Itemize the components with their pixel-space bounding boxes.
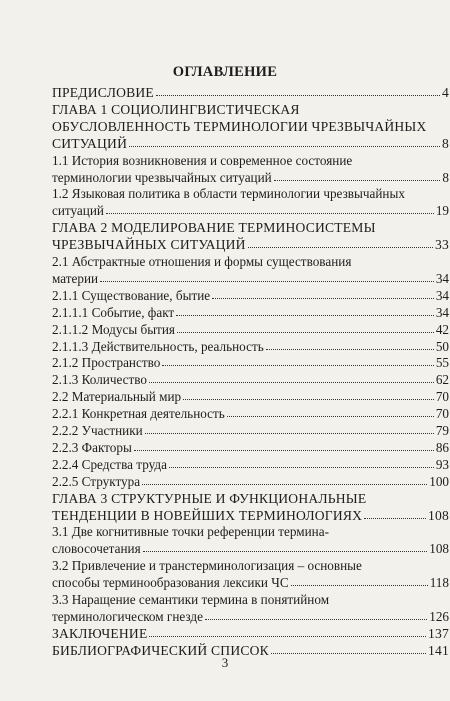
toc-entry-text: 2.1 Абстрактные отношения и формы существования	[52, 254, 352, 269]
toc-entry-text: терминологии чрезвычайных ситуаций	[52, 169, 272, 185]
toc-leader-dots	[149, 372, 434, 383]
toc-entry	[52, 118, 449, 135]
toc-entry	[52, 135, 449, 152]
toc-entry-text: 1.2 Языковая политика в области терминологии чрезвычайных	[52, 186, 405, 202]
toc-entry-page: 118	[429, 575, 449, 591]
toc-entry-page: 70	[435, 389, 449, 405]
toc-entry-text: 2.2.3 Факторы	[52, 439, 132, 455]
toc-entry	[52, 101, 449, 118]
toc-entry-page: 79	[435, 423, 449, 438]
toc-entry	[52, 473, 449, 490]
toc-entry	[52, 574, 449, 591]
toc-entry-text: ГЛАВА 1 СОЦИОЛИНГВИСТИЧЕСКАЯ	[52, 101, 300, 117]
toc-entry-text: СИТУАЦИЙ	[52, 135, 128, 151]
toc-entry-text: 3.2 Привлечение и транстерминологизация – основные	[52, 558, 362, 574]
toc-leader-dots	[291, 575, 428, 586]
toc-leader-dots	[100, 271, 434, 282]
toc-entry	[52, 405, 449, 422]
toc-entry-page: 34	[435, 287, 449, 303]
toc-entry-text: ОБУСЛОВЛЕННОСТЬ ТЕРМИНОЛОГИИ ЧРЕЗВЫЧАЙНЫХ	[52, 118, 427, 134]
toc-entry	[52, 354, 449, 371]
toc-entry-page: 55	[435, 355, 449, 371]
toc-entry	[52, 540, 449, 557]
toc-entry-page: 8	[442, 169, 449, 185]
toc-entry	[52, 439, 449, 456]
toc-title: ОГЛАВЛЕНИЕ	[172, 64, 278, 80]
toc-entry-text: способы терминообразования лексики ЧС	[52, 575, 289, 591]
toc-entry-text: ПРЕДИСЛОВИЕ	[52, 85, 154, 100]
toc-entry	[52, 507, 449, 524]
toc-entry-page: 8	[442, 135, 449, 151]
toc-entry-page: 42	[435, 321, 449, 337]
toc-entry-text: 1.1 История возникновения и современное состояние	[52, 152, 353, 168]
toc-entry-text: ситуаций	[52, 203, 104, 219]
toc-entry	[52, 202, 449, 219]
toc-entry-text: БИБЛИОГРАФИЧЕСКИЙ СПИСОК	[52, 642, 269, 658]
toc-entry	[52, 270, 449, 287]
toc-leader-dots	[156, 85, 440, 96]
toc-entry	[52, 185, 449, 202]
toc-leader-dots	[364, 508, 426, 519]
toc-entry-page: 70	[435, 406, 449, 422]
toc-entry-page: 62	[435, 372, 449, 388]
toc-entry	[52, 338, 449, 355]
toc-entry	[52, 456, 449, 473]
toc-entry	[52, 557, 449, 574]
toc-entry-page: 4	[442, 85, 449, 100]
toc-entry-text: 2.1.3 Количество	[52, 372, 148, 388]
toc-entry	[52, 591, 449, 608]
toc-entry-text: 2.1.2 Пространство	[52, 355, 161, 371]
toc-leader-dots	[142, 474, 427, 485]
toc-entry-page: 33	[435, 237, 449, 253]
toc-leader-dots	[205, 609, 427, 620]
toc-leader-dots	[134, 440, 434, 451]
toc-entry-text: ГЛАВА 3 СТРУКТУРНЫЕ И ФУНКЦИОНАЛЬНЫЕ	[52, 490, 367, 506]
toc-entry	[52, 422, 449, 439]
toc-entry-text: 3.1 Две когнитивные точки референции термина-	[52, 524, 329, 540]
toc-entry-text: ЧРЕЗВЫЧАЙНЫХ СИТУАЦИЙ	[52, 237, 246, 253]
toc-entry	[52, 371, 449, 388]
toc-entry-text: ТЕНДЕНЦИИ В НОВЕЙШИХ ТЕРМИНОЛОГИЯХ	[52, 507, 363, 523]
toc-leader-dots	[227, 406, 434, 417]
toc-entry	[52, 236, 449, 253]
toc-leader-dots	[106, 203, 434, 214]
toc-entry-page: 93	[435, 456, 449, 472]
toc-entry-page: 137	[428, 625, 449, 641]
toc-entry	[52, 152, 449, 169]
toc-leader-dots	[271, 643, 426, 654]
toc-entry-page: 108	[429, 541, 449, 557]
toc-entry-text: 2.1.1.3 Действительность, реальность	[52, 338, 264, 354]
toc-entry	[52, 287, 449, 304]
toc-entry-text: 2.1.1 Существование, бытие	[52, 287, 211, 303]
toc-leader-dots	[169, 457, 434, 468]
toc-entry-page: 126	[429, 608, 449, 624]
toc-leader-dots	[149, 626, 426, 637]
toc-leader-dots	[274, 170, 441, 181]
toc-entry	[52, 388, 449, 405]
toc-entry-text: 2.2 Материальный мир	[52, 389, 182, 405]
toc-entry-text: словосочетания	[52, 541, 141, 557]
toc-entry	[52, 608, 449, 625]
toc-entry-page: 100	[429, 473, 449, 489]
toc-entry	[52, 321, 449, 338]
toc-leader-dots	[162, 355, 433, 366]
toc-leader-dots	[212, 288, 434, 299]
toc-entry-page: 141	[428, 642, 449, 658]
toc-leader-dots	[248, 237, 433, 248]
toc-entry	[52, 169, 449, 186]
toc-leader-dots	[129, 136, 440, 147]
toc-entry-text: 2.2.2 Участники	[52, 423, 143, 438]
toc-leader-dots	[266, 339, 434, 350]
toc-leader-dots	[183, 389, 434, 400]
toc-entry	[52, 253, 449, 270]
toc-entry	[52, 304, 449, 321]
toc-entry-text: 2.2.1 Конкретная деятельность	[52, 406, 225, 422]
toc-entry-text: 2.2.5 Структура	[52, 473, 141, 489]
toc-leader-dots	[176, 305, 434, 316]
toc-entry	[52, 84, 449, 101]
toc-entry	[52, 219, 449, 236]
toc-entry-text: 2.1.1.1 Событие, факт	[52, 304, 175, 320]
toc-entry	[52, 523, 449, 540]
toc-leader-dots	[143, 541, 428, 552]
toc-entry-page: 50	[435, 338, 449, 354]
toc-entry-page: 108	[428, 507, 449, 523]
toc-leader-dots	[145, 423, 434, 434]
toc-entry-page: 86	[435, 439, 449, 455]
toc-entry-text: 3.3 Наращение семантики термина в понятийном	[52, 592, 330, 607]
toc-entry-text: 2.1.1.2 Модусы бытия	[52, 321, 175, 337]
toc-leader-dots	[177, 322, 434, 333]
toc-entry	[52, 490, 449, 507]
toc-entry-text: терминологическом гнезде	[52, 608, 203, 624]
toc-entry-text: 2.2.4 Средства труда	[52, 456, 167, 472]
toc-entry-text: материи	[52, 270, 99, 286]
toc-entry	[52, 625, 449, 642]
toc-entry-text: ГЛАВА 2 МОДЕЛИРОВАНИЕ ТЕРМИНОСИСТЕМЫ	[52, 220, 376, 236]
toc-entry-text: ЗАКЛЮЧЕНИЕ	[52, 625, 148, 641]
toc-entry-page: 34	[435, 270, 449, 286]
page-number: 3	[221, 655, 229, 670]
toc-entry-page: 34	[435, 304, 449, 320]
toc-entry-page: 19	[435, 203, 449, 219]
